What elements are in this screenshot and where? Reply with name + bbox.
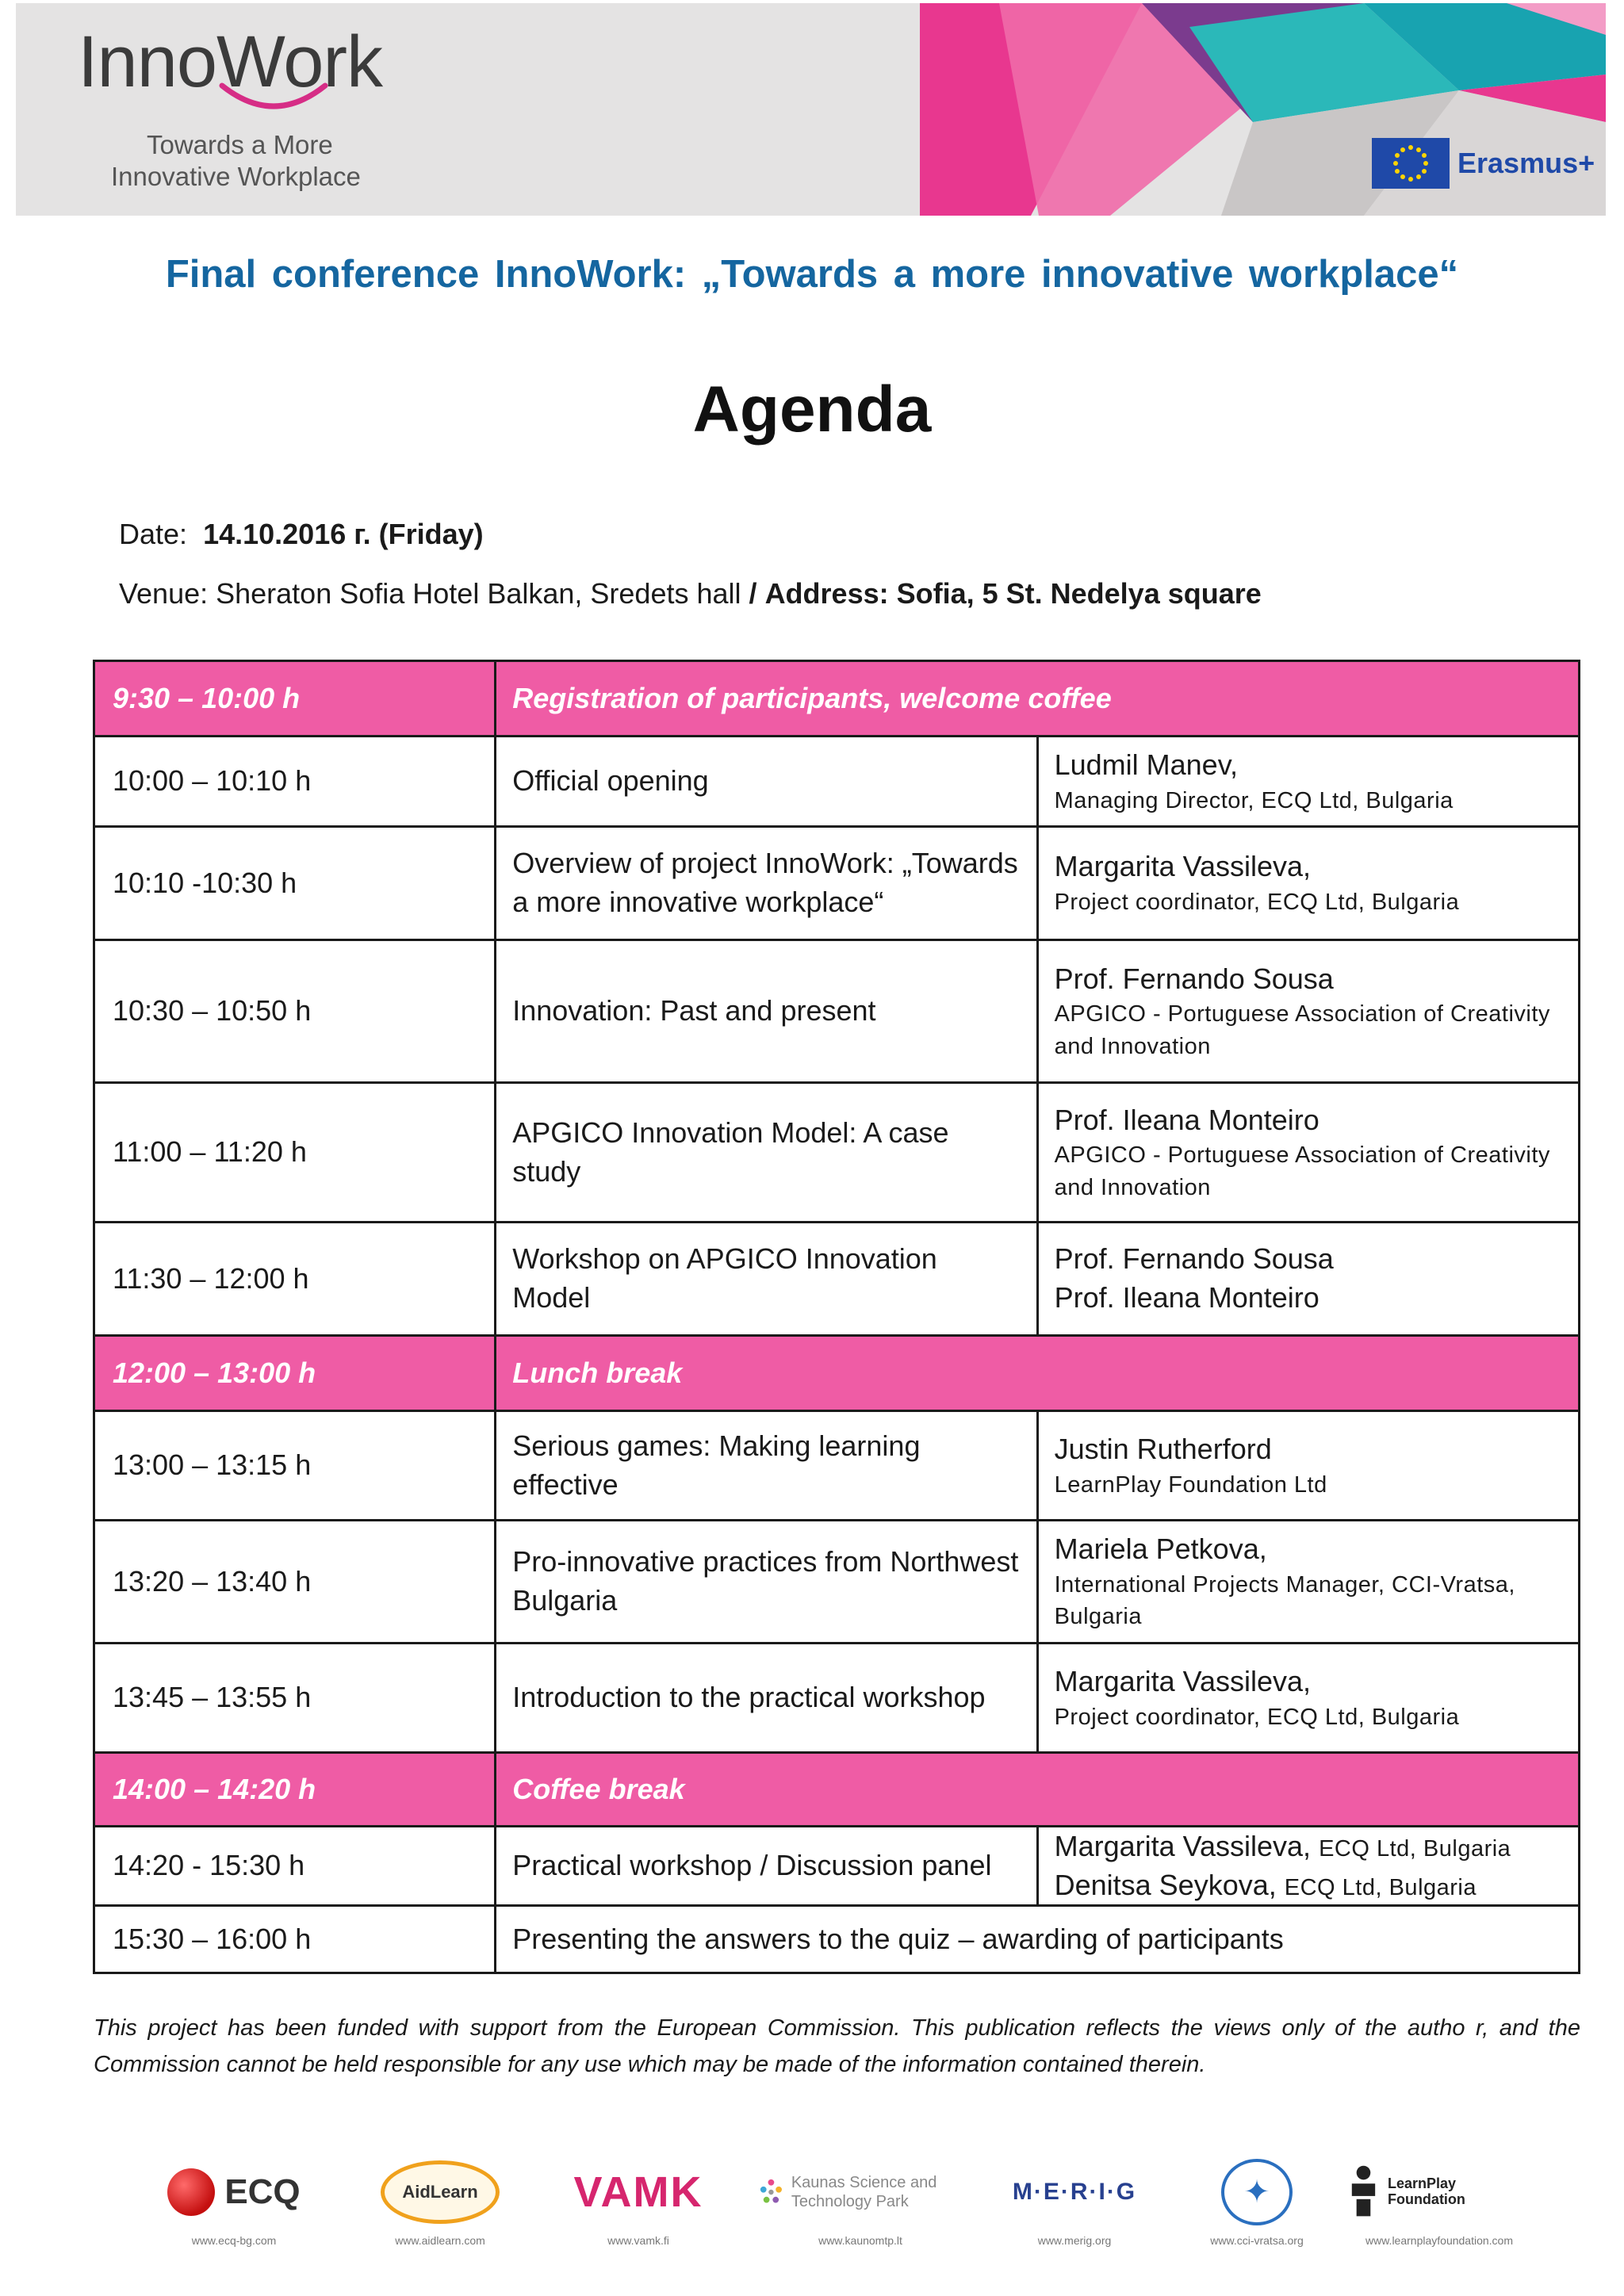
speaker-role: APGICO - Portuguese Association of Creativity and Innovation [1054, 1001, 1550, 1059]
session-time: 10:00 – 10:10 h [94, 737, 496, 827]
agenda-row [94, 1644, 1580, 1753]
agenda-table [93, 660, 1580, 1974]
partner-url: www.cci-vratsa.org [1210, 2234, 1304, 2247]
eu-disclaimer: This project has been funded with support from the European Commission. This publication reflects the views only of the autho r, and the Commission cannot be held responsible for any use which may be made of the information contained therein. [94, 2015, 1580, 2078]
session-topic: Serious games: Making learning effective [496, 1411, 1037, 1521]
speaker-name: Prof. Ileana Monteiro [1054, 1103, 1320, 1136]
partner-vamk [559, 2156, 718, 2260]
agenda-row-highlight [94, 661, 1580, 737]
session-time: 10:10 -10:30 h [94, 827, 496, 940]
speaker-name: Margarita Vassileva, [1054, 1664, 1312, 1697]
speaker-name: Margarita Vassileva, [1054, 850, 1312, 883]
partner-name: Kaunas Science and Technology Park [791, 2174, 937, 2210]
learnplay-figure-icon [1344, 2164, 1383, 2220]
session-topic: Lunch break [496, 1336, 1580, 1411]
cci-vratsa-seal-icon: ✦ [1221, 2159, 1293, 2225]
ecq-ball-icon [167, 2168, 215, 2216]
innowork-logo-title: InnoWork [78, 21, 383, 102]
venue-separator: / [749, 577, 757, 610]
partner-learnplay [1344, 2156, 1534, 2260]
session-speaker [1037, 1827, 1579, 1906]
session-topic: APGICO Innovation Model: A case study [496, 1083, 1037, 1223]
speaker-role: Managing Director, ECQ Ltd, Bulgaria [1054, 787, 1454, 813]
speaker-name: Prof. Fernando Sousa [1054, 962, 1334, 995]
session-topic: Introduction to the practical workshop [496, 1644, 1037, 1753]
event-venue [119, 577, 1262, 610]
session-time: 14:00 – 14:20 h [94, 1753, 496, 1827]
event-date [119, 518, 484, 551]
speaker-name-2: Prof. Ileana Monteiro [1054, 1281, 1320, 1314]
kaunas-dots-icon [757, 2171, 785, 2214]
partner-ecq [155, 2156, 313, 2260]
speaker-name: Prof. Fernando Sousa [1054, 1242, 1334, 1276]
date-label: Date: [119, 518, 188, 550]
agenda-row-highlight [94, 1336, 1580, 1411]
logo-subtitle-line-1: Towards a More [147, 130, 333, 159]
session-speaker [1037, 940, 1579, 1083]
agenda-row [94, 1411, 1580, 1521]
partner-url: www.aidlearn.com [395, 2234, 485, 2247]
session-topic: Pro-innovative practices from Northwest Bulgaria [496, 1521, 1037, 1644]
speaker-role-2: ECQ Ltd, Bulgaria [1284, 1874, 1477, 1900]
eu-flag-icon [1372, 138, 1450, 189]
agenda-row [94, 1083, 1580, 1223]
session-speaker [1037, 1411, 1579, 1521]
logo-subtitle-line-2: Innovative Workplace [111, 162, 361, 191]
speaker-role: Project coordinator, ECQ Ltd, Bulgaria [1054, 890, 1460, 915]
header-banner [16, 3, 1606, 216]
session-speaker [1037, 1083, 1579, 1223]
conference-title: Final conference InnoWork: „Towards a more innovative workplace“ [165, 253, 1459, 296]
session-time: 15:30 – 16:00 h [94, 1906, 496, 1973]
logo-smile-icon [214, 79, 333, 119]
partner-name: M·E·R·I·G [1012, 2179, 1137, 2205]
session-speaker [1037, 827, 1579, 940]
speaker-line-2 [1055, 1866, 1575, 1905]
partner-url: www.ecq-bg.com [191, 2234, 277, 2247]
speaker-role: ECQ Ltd, Bulgaria [1319, 1836, 1511, 1862]
agenda-row [94, 1827, 1580, 1906]
session-topic: Overview of project InnoWork: „Towards a more innovative workplace“ [496, 827, 1037, 940]
partner-aidlearn [361, 2156, 519, 2260]
agenda-row [94, 1223, 1580, 1336]
session-time: 12:00 – 13:00 h [94, 1336, 496, 1411]
session-topic: Official opening [496, 737, 1037, 827]
speaker-name-2: Denitsa Seykova, [1054, 1868, 1277, 1901]
agenda-heading: Agenda [692, 373, 932, 446]
session-topic: Coffee break [496, 1753, 1580, 1827]
speaker-name: Justin Rutherford [1054, 1432, 1272, 1465]
session-time: 13:00 – 13:15 h [94, 1411, 496, 1521]
session-topic: Innovation: Past and present [496, 940, 1037, 1083]
partner-cci-vratsa [1178, 2156, 1336, 2260]
session-speaker [1037, 1644, 1579, 1753]
partner-url: www.merig.org [1037, 2234, 1112, 2247]
session-topic: Registration of participants, welcome coffee [496, 661, 1580, 737]
speaker-name: Ludmil Manev, [1054, 748, 1239, 781]
session-topic: Presenting the answers to the quiz – awarding of participants [496, 1906, 1580, 1973]
partner-name: ECQ [224, 2172, 301, 2211]
session-speaker [1037, 737, 1579, 827]
partner-url: www.kaunomtp.lt [818, 2234, 902, 2247]
session-time: 13:45 – 13:55 h [94, 1644, 496, 1753]
session-speaker [1037, 1521, 1579, 1644]
speaker-line [1055, 1827, 1575, 1866]
venue-label: Venue: Sheraton Sofia Hotel Balkan, Sredets hall [119, 577, 741, 610]
venue-address: Address: Sofia, 5 St. Nedelya square [764, 577, 1262, 610]
date-value: 14.10.2016 г. (Friday) [203, 518, 484, 550]
partner-logos [155, 2156, 1519, 2260]
partner-url: www.learnplayfoundation.com [1365, 2234, 1513, 2247]
speaker-role: APGICO - Portuguese Association of Creativity and Innovation [1054, 1142, 1550, 1200]
partner-merig [995, 2156, 1154, 2260]
session-time: 14:20 - 15:30 h [94, 1827, 496, 1906]
session-time: 11:30 – 12:00 h [94, 1223, 496, 1336]
session-topic: Workshop on APGICO Innovation Model [496, 1223, 1037, 1336]
partner-name: LearnPlay Foundation [1387, 2175, 1465, 2207]
agenda-row [94, 827, 1580, 940]
partner-kaunas [757, 2156, 963, 2260]
session-time: 11:00 – 11:20 h [94, 1083, 496, 1223]
erasmus-plus-logo [1372, 138, 1595, 189]
speaker-name: Margarita Vassileva, [1054, 1830, 1312, 1862]
speaker-role: Project coordinator, ECQ Ltd, Bulgaria [1054, 1704, 1460, 1730]
partner-name: AidLearn [381, 2160, 500, 2224]
agenda-row [94, 737, 1580, 827]
agenda-row-highlight [94, 1753, 1580, 1827]
agenda-row [94, 1906, 1580, 1973]
session-speaker [1037, 1223, 1579, 1336]
agenda-row [94, 940, 1580, 1083]
partner-url: www.vamk.fi [607, 2234, 669, 2247]
session-time: 9:30 – 10:00 h [94, 661, 496, 737]
partner-name: VAMK [573, 2168, 703, 2216]
session-topic: Practical workshop / Discussion panel [496, 1827, 1037, 1906]
session-time: 10:30 – 10:50 h [94, 940, 496, 1083]
speaker-role: LearnPlay Foundation Ltd [1054, 1471, 1327, 1498]
session-time: 13:20 – 13:40 h [94, 1521, 496, 1644]
speaker-role: International Projects Manager, CCI-Vratsa, Bulgaria [1054, 1571, 1515, 1630]
erasmus-plus-label: Erasmus+ [1457, 147, 1595, 179]
speaker-name: Mariela Petkova, [1054, 1533, 1267, 1566]
agenda-row [94, 1521, 1580, 1644]
